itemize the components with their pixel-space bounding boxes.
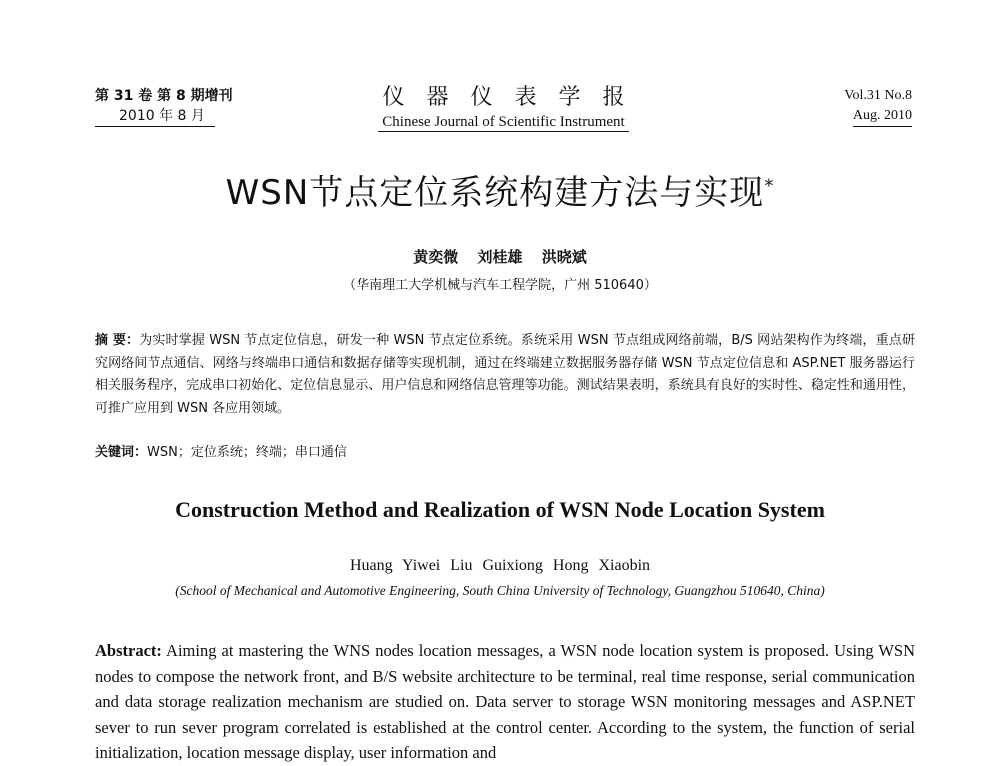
keywords-cn	[95, 441, 347, 460]
abstract-cn-label: 摘 要：	[95, 333, 140, 348]
title-cn-text: WSN节点定位系统构建方法与实现	[225, 173, 765, 213]
keywords-cn-label: 关键词：	[95, 445, 148, 460]
keywords-cn-text: WSN；定位系统；终端；串口通信	[147, 445, 347, 460]
affiliation-cn: （华南理工大学机械与汽车工程学院，广州 510640）	[343, 278, 657, 293]
title-footnote-mark: *	[764, 175, 775, 197]
paper-title-en: Construction Method and Realization of WSN Node Location System	[175, 497, 825, 522]
abstract-en-text: Aiming at mastering the WNS nodes location messages, a WSN node location system is proposed. Using WSN nodes to compose the network front, and B/S website architecture to be terminal, real time response, serial communication and data storage realization mechanism are studied on. Data server to storage WSN monitoring messages and ASP.NET sever to run sever program correlated is established at the control center. According to the system, the function of serial initialization, location message display, user information and	[95, 641, 915, 762]
paper-title-cn	[0, 165, 1000, 214]
journal-header	[95, 86, 912, 130]
abstract-en	[95, 638, 915, 766]
affiliation-en: (School of Mechanical and Automotive Engineering, South China University of Technology, Guangzhou 510640, China)	[175, 583, 825, 598]
abstract-en-label: Abstract:	[95, 641, 162, 660]
header-center	[95, 80, 912, 132]
date-en: Aug. 2010	[853, 106, 912, 127]
authors-en: Huang Yiwei Liu Guixiong Hong Xiaobin	[349, 557, 651, 574]
header-right	[844, 86, 912, 127]
journal-name-cn: 仪器仪表学报	[382, 85, 647, 110]
date-cn: 2010 年 8 月	[95, 106, 215, 127]
abstract-cn	[95, 330, 915, 420]
authors-cn: 黄奕微 刘桂雄 洪晓斌	[413, 248, 587, 266]
volume-cn: 第 31 卷 第 8 期增刊	[95, 88, 233, 104]
journal-name-en: Chinese Journal of Scientific Instrument	[378, 114, 628, 132]
volume-en: Vol.31 No.8	[844, 88, 912, 103]
abstract-cn-text: 为实时掌握 WSN 节点定位信息，研发一种 WSN 节点定位系统。系统采用 WSN 节点组成网络前端，B/S 网站架构作为终端，重点研究网络间节点通信、网络与终端串口通信和数据存储等实现机制，通过在终端建立数据服务器存储 WSN 节点定位信息和 ASP.NET 服务器运行相关服务程序，完成串口初始化、定位信息显示、用户信息和网络信息管理等功能。测试结果表明，系统具有良好的实时性、稳定性和通用性，可推广应用到 WSN 各应用领域。	[95, 333, 915, 416]
